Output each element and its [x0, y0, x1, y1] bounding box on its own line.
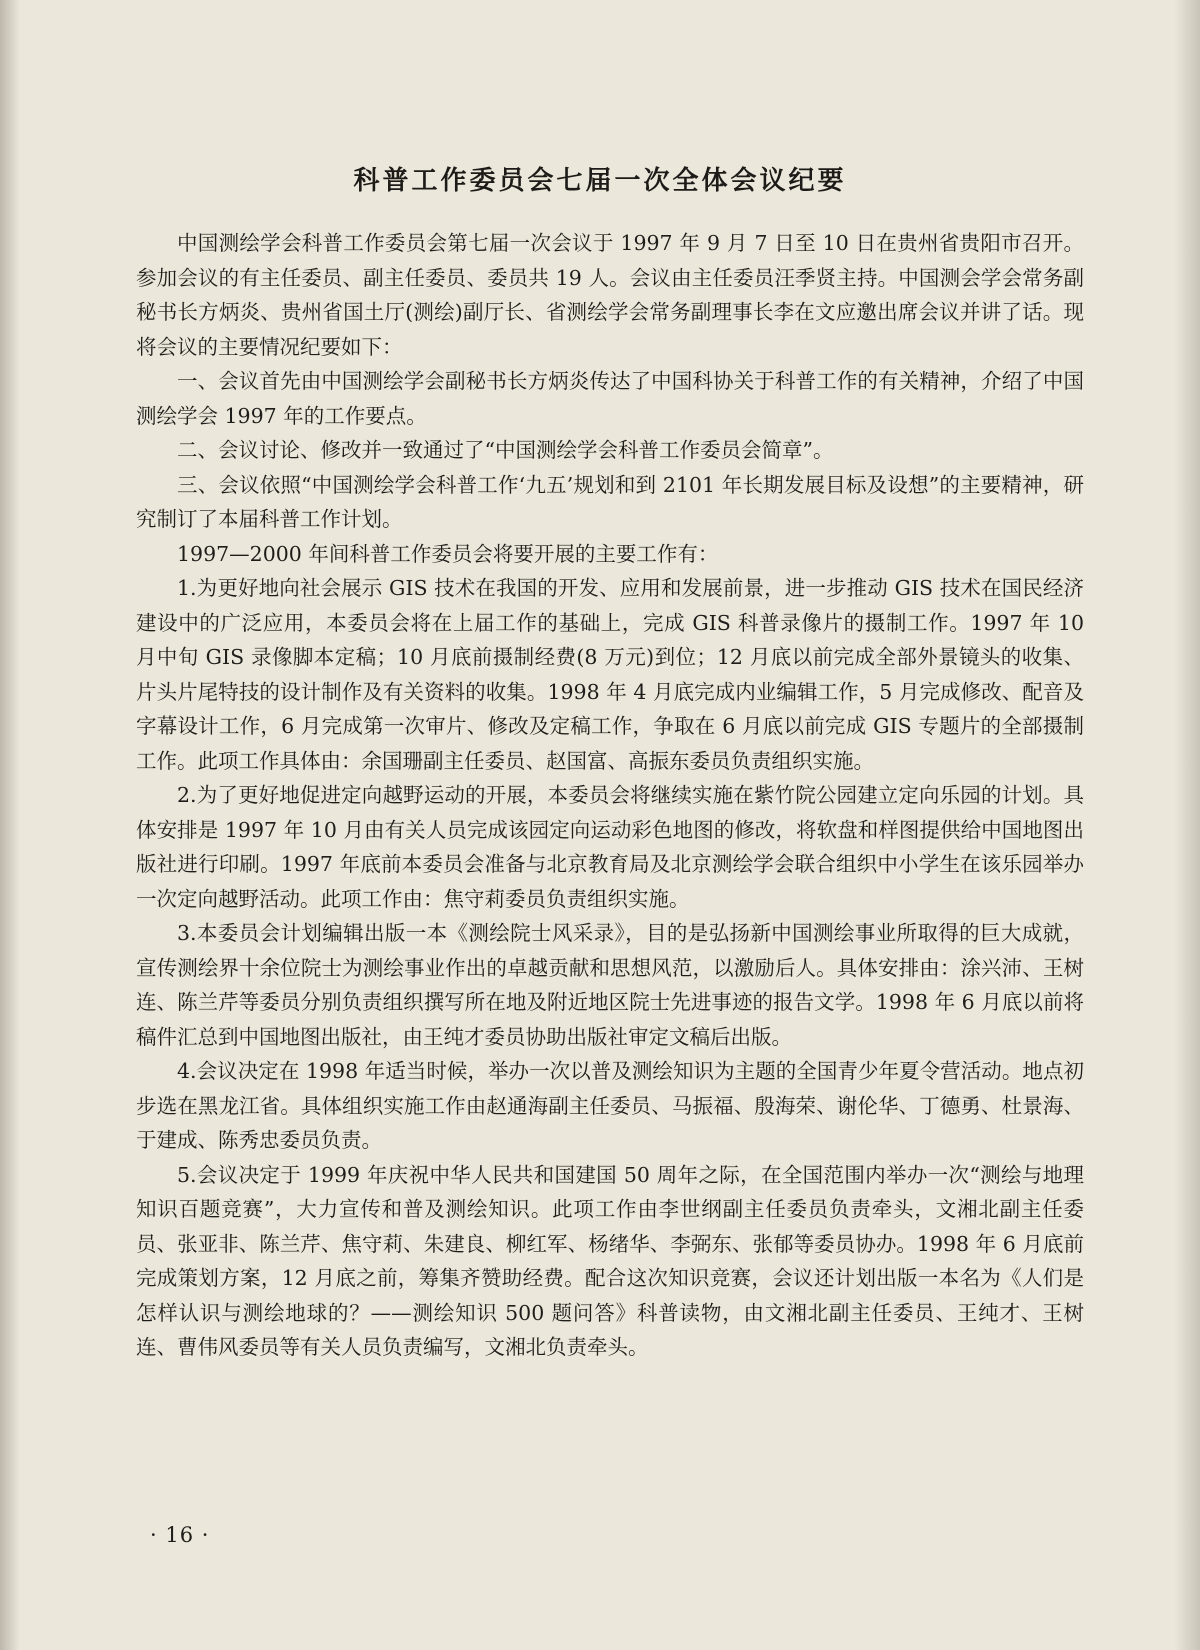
- paragraph-item-2: 二、会议讨论、修改并一致通过了“中国测绘学会科普工作委员会简章”。: [177, 438, 834, 462]
- paragraph-plan-3: 3.本委员会计划编辑出版一本《测绘院士风采录》，目的是弘扬新中国测绘事业所取得的巨大成就，宣传测绘界十余位院士为测绘事业作出的卓越贡献和思想风范，以激励后人。具体安排由：涂兴沛、王树连、陈兰芹等委员分别负责组织撰写所在地及附近地区院士先进事迹的报告文学。1998 年 6 月底以前将稿件汇总到中国地图出版社，由王纯才委员协助出版社审定文稿后出版。: [136, 921, 1084, 1049]
- page-right-edge-shadow: [1174, 0, 1200, 1650]
- article-body: [136, 226, 1084, 1365]
- paragraph-intro: 中国测绘学会科普工作委员会第七届一次会议于 1997 年 9 月 7 日至 10 日在贵州省贵阳市召开。参加会议的有主任委员、副主任委员、委员共 19 人。会议由主任委员汪季贤主持。中国测会学会常务副秘书长方炳炎、贵州省国土厅(测绘)副厅长、省测绘学会常务副理事长李在文应邀出席会议并讲了话。现将会议的主要情况纪要如下：: [136, 231, 1084, 359]
- paragraph-plan-2: 2.为了更好地促进定向越野运动的开展，本委员会将继续实施在紫竹院公园建立定向乐园的计划。具体安排是 1997 年 10 月由有关人员完成该园定向运动彩色地图的修改，将软盘和样图提供给中国地图出版社进行印刷。1997 年底前本委员会准备与北京教育局及北京测绘学会联合组织中小学生在该乐园举办一次定向越野活动。此项工作由：焦守莉委员负责组织实施。: [136, 783, 1084, 911]
- paragraph-plan-5: 5.会议决定于 1999 年庆祝中华人民共和国建国 50 周年之际，在全国范围内举办一次“测绘与地理知识百题竞赛”，大力宣传和普及测绘知识。此项工作由李世纲副主任委员负责牵头，文湘北副主任委员、张亚非、陈兰芹、焦守莉、朱建良、柳红军、杨绪华、李弼东、张郁等委员协办。1998 年 6 月底前完成策划方案，12 月底之前，筹集齐赞助经费。配合这次知识竞赛，会议还计划出版一本名为《人们是怎样认识与测绘地球的？——测绘知识 500 题问答》科普读物，由文湘北副主任委员、王纯才、王树连、曹伟风委员等有关人员负责编写，文湘北负责牵头。: [136, 1162, 1084, 1359]
- paragraph-item-3: 三、会议依照“中国测绘学会科普工作‘九五’规划和到 2101 年长期发展目标及设想”的主要精神，研究制订了本届科普工作计划。: [136, 472, 1084, 531]
- paragraph-plan-1: 1.为更好地向社会展示 GIS 技术在我国的开发、应用和发展前景，进一步推动 GIS 技术在国民经济建设中的广泛应用，本委员会将在上届工作的基础上，完成 GIS 科普录像片的摄制工作。1997 年 10 月中旬 GIS 录像脚本定稿；10 月底前摄制经费(8 万元)到位；12 月底以前完成全部外景镜头的收集、片头片尾特技的设计制作及有关资料的收集。1998 年 4 月底完成内业编辑工作，5 月完成修改、配音及字幕设计工作，6 月完成第一次审片、修改及定稿工作，争取在 6 月底以前完成 GIS 专题片的全部摄制工作。此项工作具体由：余国珊副主任委员、赵国富、高振东委员负责组织实施。: [136, 576, 1084, 773]
- page-left-edge-shadow: [0, 0, 20, 1650]
- paragraph-plan-4: 4.会议决定在 1998 年适当时候，举办一次以普及测绘知识为主题的全国青少年夏令营活动。地点初步选在黑龙江省。具体组织实施工作由赵通海副主任委员、马振福、殷海荣、谢伦华、丁德勇、杜景海、于建成、陈秀忠委员负责。: [136, 1059, 1084, 1152]
- paragraph-item-1: 一、会议首先由中国测绘学会副秘书长方炳炎传达了中国科协关于科普工作的有关精神，介绍了中国测绘学会 1997 年的工作要点。: [136, 369, 1084, 428]
- page-number: · 16 ·: [150, 1523, 210, 1547]
- paragraph-plan-heading: 1997—2000 年间科普工作委员会将要开展的主要工作有：: [177, 541, 719, 566]
- page-title: 科普工作委员会七届一次全体会议纪要: [353, 166, 847, 196]
